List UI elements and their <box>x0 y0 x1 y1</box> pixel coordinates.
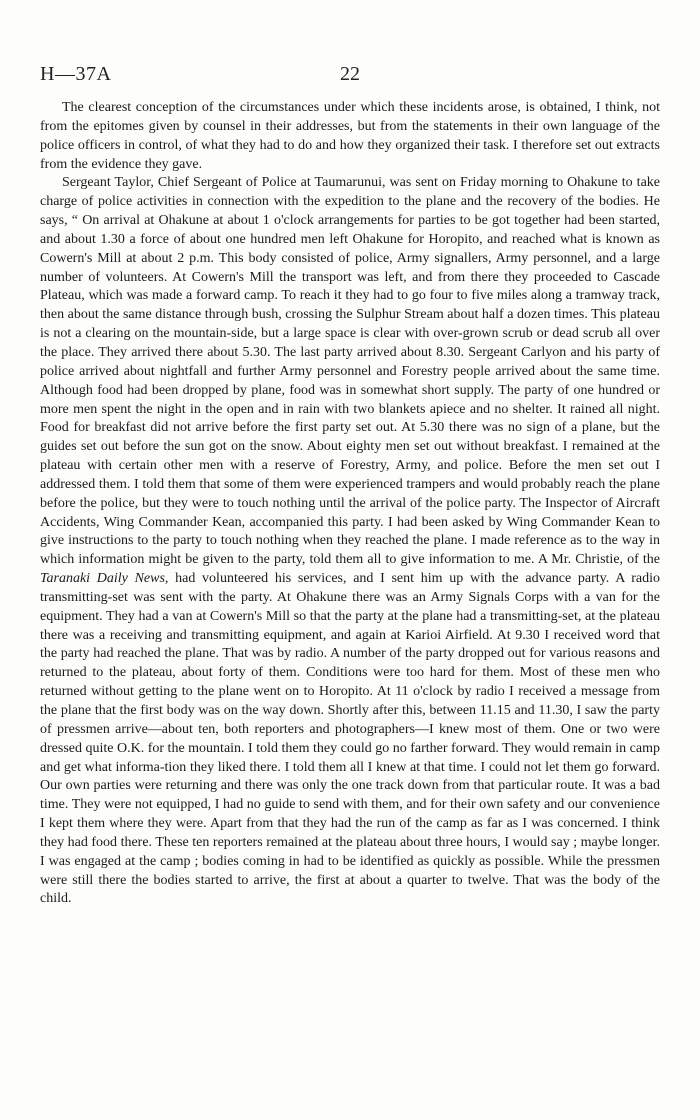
page-header <box>40 63 660 91</box>
newspaper-name: Taranaki Daily News, <box>40 571 169 587</box>
page-number: 22 <box>340 63 360 85</box>
document-body <box>40 99 660 909</box>
statement-text-part-1: Sergeant Taylor, Chief Sergeant of Police at Taumarunui, was sent on Friday morning to Ohakune to take charge of police activities in connection with the expedition to the plane and the recovery of the bodies. He says, “ On arrival at Ohakune at about 1 o'clock arrangements for parties to be got together had been started, and about 1.30 a force of about one hundred men left Ohakune for Horopito, and reached what is known as Cowern's Mill at about 2 p.m. This body consisted of police, Army signallers, Army personnel, and a large number of volunteers. At Cowern's Mill the transport was left, and from there they proceeded to Cascade Plateau, which was made a forward camp. To reach it they had to go four to five miles along a tramway track, then about the same distance through bush, crossing the Sulphur Stream about half a dozen times. This plateau is not a clearing on the mountain-side, but a large space is clear with over-grown scrub or dead scrub all over the place. They arrived there about 5.30. The last party arrived about 8.30. Sergeant Carlyon and his party of police arrived about nightfall and further Army personnel and Forestry people arrived about the same time. Although food had been dropped by plane, food was in somewhat short supply. The party of one hundred or more men spent the night in the open and in rain with two blankets apiece and no shelter. It rained all night. Food for breakfast did not arrive before the first party set out. At 5.30 there was no sign of a plane, but the guides set out before the sun got on the snow. About eighty men set out without breakfast. I remained at the plateau with certain other men with a reserve of Forestry, Army, and police. Before the men set out I addressed them. I told them that some of them were experienced trampers and would probably reach the plane before the police, but they were to touch nothing until the arrival of the police party. The Inspector of Aircraft Accidents, Wing Commander Kean, accompanied this party. I had been asked by Wing Commander Kean to give instructions to the party to touch nothing when they reached the plane. I made reference as to the way in which information might be given to the party, told them all to give information to me. A Mr. Christie, of the <box>40 175 660 568</box>
document-id: H—37A <box>40 63 112 85</box>
statement-text-part-2: had volunteered his services, and I sent him up with the advance party. A radio transmitting-set was sent with the party. At Ohakune there was an Army Signals Corps with a van for the equipment. They had a van at Cowern's Mill so that the party at the plane had a transmitting-set, at the plateau there was a receiving and transmitting equipment, and again at Karioi Airfield. At 9.30 I received word that the party had reached the plane. That was by radio. A number of the party dropped out for various reasons and returned to the plateau, about forty of them. Conditions were too hard for them. Most of these men who returned without getting to the plane went on to Horopito. At 11 o'clock by radio I received a message from the plane that the first body was on the way down. Shortly after this, between 11.15 and 11.30, I saw the party of pressmen arrive—about ten, both reporters and photographers—I knew most of them. One or two were dressed quite O.K. for the mountain. I told them they could go no farther forward. They would remain in camp and get what informa-tion they liked there. I told them all I knew at that time. I could not let them go forward. Our own parties were returning and there was only the one track down from that particular route. It was a bad time. They were not equipped, I had no guide to send with them, and for their own safety and our convenience I kept them where they were. Apart from that they had the run of the camp as far as I was concerned. I think they had food there. These ten reporters remained at the plateau about three hours, I would say ; maybe longer. I was engaged at the camp ; bodies coming in had to be identified as quickly as possible. While the pressmen were still there the bodies started to arrive, the first at about a quarter to twelve. That was the body of the child. <box>40 571 661 907</box>
paragraph-intro: The clearest conception of the circumstances under which these incidents arose, is obtained, I think, not from the epitomes given by counsel in their addresses, but from the statements in their own language of the police officers in control, of what they had to do and how they organized their task. I therefore set out extracts from the evidence they gave. <box>40 100 660 172</box>
paragraph-taylor-statement <box>40 174 660 909</box>
